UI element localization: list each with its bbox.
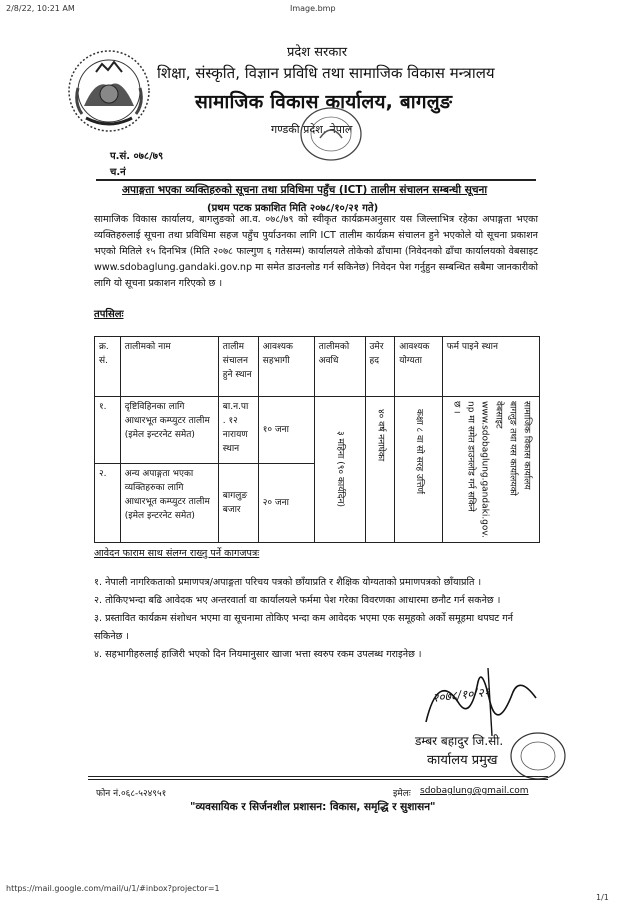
row2-sn: २. (95, 463, 121, 542)
notice-subtitle: (प्रथम पटक प्रकाशित मिति २०७८/१०/२१ गते) (207, 203, 379, 214)
signature-date: २०७८/१०/२१ (431, 685, 491, 705)
docs-heading: आवेदन फाराम साथ संलग्न राख्नु पर्ने कागजपत्रः (94, 548, 260, 559)
docs-list (94, 574, 538, 664)
th-place: तालीम संचालन हुने स्थान (218, 337, 258, 397)
qualification-text: कक्षा ८ वा सो सरह उत्तिर्ण (413, 409, 424, 494)
signatory-designation: कार्यालय प्रमुख (427, 753, 498, 768)
footer-rule-top (88, 776, 548, 777)
notice-body: सामाजिक विकास कार्यालय, बागलुङको आ.व. ०७८/७९ को स्वीकृत कार्यक्रमअनुसार यस जिल्लाभित्र रहेका अपाङ्गता भएका व्यक्तिहरुलाई सूचना तथा प्रविधिमा सहज पहुँच पुर्याउनका लागि ICT तालीम कार्यक्रम संचालन हुने भएकोले यो सूचना प्रकाशन भएको मितिले १५ दिनभित्र (मिति २०७८ फाल्गुण ६ गतेसम्म) कार्यालयले तोकेको ढाँचामा (निवेदनको ढाँचा कार्यालयको वेबसाइट www.sdobaglung.gandaki.gov.np मा समेत डाउनलोड गर्न सकिनेछ) निवेदन पेश गर्नुहुन सम्बन्धित सबैमा जानकारीको लागि यो सूचना प्रकाशन गरिएको छ । (94, 214, 538, 289)
age-text: ४० वर्ष ननाघेका (375, 409, 386, 462)
qualification-cell (395, 397, 442, 543)
doc-item-3: ३. प्रस्तावित कार्यक्रम संशोधन भएमा वा सूचनामा तोकिए भन्दा कम आवेदक भएमा एक समूहको अर्को समूहमा थपघट गर्न सकिनेछ । (94, 613, 514, 642)
header-rule (96, 179, 536, 181)
th-participants: आवश्यक सहभागी (258, 337, 314, 397)
th-sn: क्र. सं. (95, 337, 121, 397)
header-ministry: शिक्षा, संस्कृति, विज्ञान प्रविधि तथा सामाजिक विकास मन्त्रालय (157, 64, 495, 82)
header-office: सामाजिक विकास कार्यालय, बागलुङ (195, 91, 453, 113)
row2-place: बागलुङ बजार (218, 463, 258, 542)
signatory-name: डम्बर बहादुर जि.सी. (415, 734, 504, 748)
doc-item-2: २. तोकिएभन्दा बढि आवेदक भए अन्तरवार्ता वा कार्यालयले फर्ममा पेश गरेका विवरणका आधारमा छनौट गर्न सकनेछ । (94, 595, 501, 606)
notice-title: अपाङ्गता भएका व्यक्तिहरुको सूचना तथा प्रविधिमा पहुँच (ICT) तालीम संचालन सम्बन्धी सूचना (122, 184, 488, 196)
th-name: तालीमको नाम (120, 337, 218, 397)
form-line: सामाजिक विकास कार्यालय (521, 401, 532, 490)
form-line: बागलुङ तथा यस कार्यालयको (507, 401, 518, 496)
footer-phone: फोन नं.०६८-५२४९५१ (96, 789, 167, 799)
th-duration: तालीमको अवधि (314, 337, 365, 397)
page-count: 1/1 (596, 893, 609, 902)
row1-place: बा.न.पा . १२ नारायण स्थान (218, 397, 258, 464)
footer-rule-bottom (88, 779, 548, 780)
signature-stamp-icon (508, 730, 568, 782)
training-table (94, 336, 540, 543)
age-cell (365, 397, 395, 543)
duration-text: ३ महिना (९० कार्यदिन) (335, 431, 346, 508)
print-datetime: 2/8/22, 10:21 AM (6, 4, 75, 13)
office-stamp-icon (298, 104, 364, 164)
patra-sankhya: प.सं. ०७८/७९ (110, 151, 164, 162)
form-line: np मा समेत डाउनलोड गर्न सकिने (465, 401, 476, 512)
doc-item-4: ४. सहभागीहरुलाई हाजिरी भएको दिन नियमानुसार खाजा भत्ता स्वरुप रकम उपलब्ध गराइनेछ । (94, 649, 422, 660)
duration-cell (314, 397, 365, 543)
header-province: गण्डकी प्रदेश, नेपाल (271, 123, 353, 136)
header-line1: प्रदेश सरकार (287, 45, 348, 60)
page-url: https://mail.google.com/mail/u/1/#inbox?projector=1 (6, 884, 220, 893)
form-line: छ । (451, 401, 462, 414)
row1-participants: १० जना (258, 397, 314, 464)
tapsil-label: तपसिलः (94, 309, 124, 320)
form-line: वेबसाइट (493, 401, 504, 429)
footer-slogan: "व्यवसायिक र सिर्जनशील प्रशासन: विकास, समृद्धि र सुशासन" (190, 801, 436, 813)
th-qualification: आवश्यक योग्यता (395, 337, 442, 397)
form-place-cell (442, 397, 539, 543)
footer-email-label: इमेलः (393, 789, 411, 799)
th-form-place: फर्म पाइने स्थान (442, 337, 539, 397)
chalani-number: च.नं (110, 167, 126, 178)
th-age: उमेर हद (365, 337, 395, 397)
row1-sn: १. (95, 397, 121, 464)
footer-email: sdobaglung@gmail.com (420, 786, 529, 796)
row2-participants: २० जना (258, 463, 314, 542)
doc-item-1: १. नेपाली नागरिकताको प्रमाणपत्र/अपाङ्गता परिचय पत्रको छाँयाप्रति र शैक्षिक योग्यताको प्रमाणपत्रको छाँयाप्रति । (94, 577, 482, 588)
nepal-emblem-icon (66, 48, 152, 134)
form-line: www.sdobaglung.gandaki.gov. (479, 401, 490, 538)
row1-name: दृष्टिविहिनका लागि आधारभूत कम्प्युटर तालीम (इमेल इन्टरनेट समेत) (120, 397, 218, 464)
table-row (95, 397, 540, 464)
row2-name: अन्य अपाङ्गता भएका व्यक्तिहरुका लागि आधारभूत कम्प्युटर तालीम (इमेल इन्टरनेट समेत) (120, 463, 218, 542)
file-name: Image.bmp (290, 4, 336, 13)
